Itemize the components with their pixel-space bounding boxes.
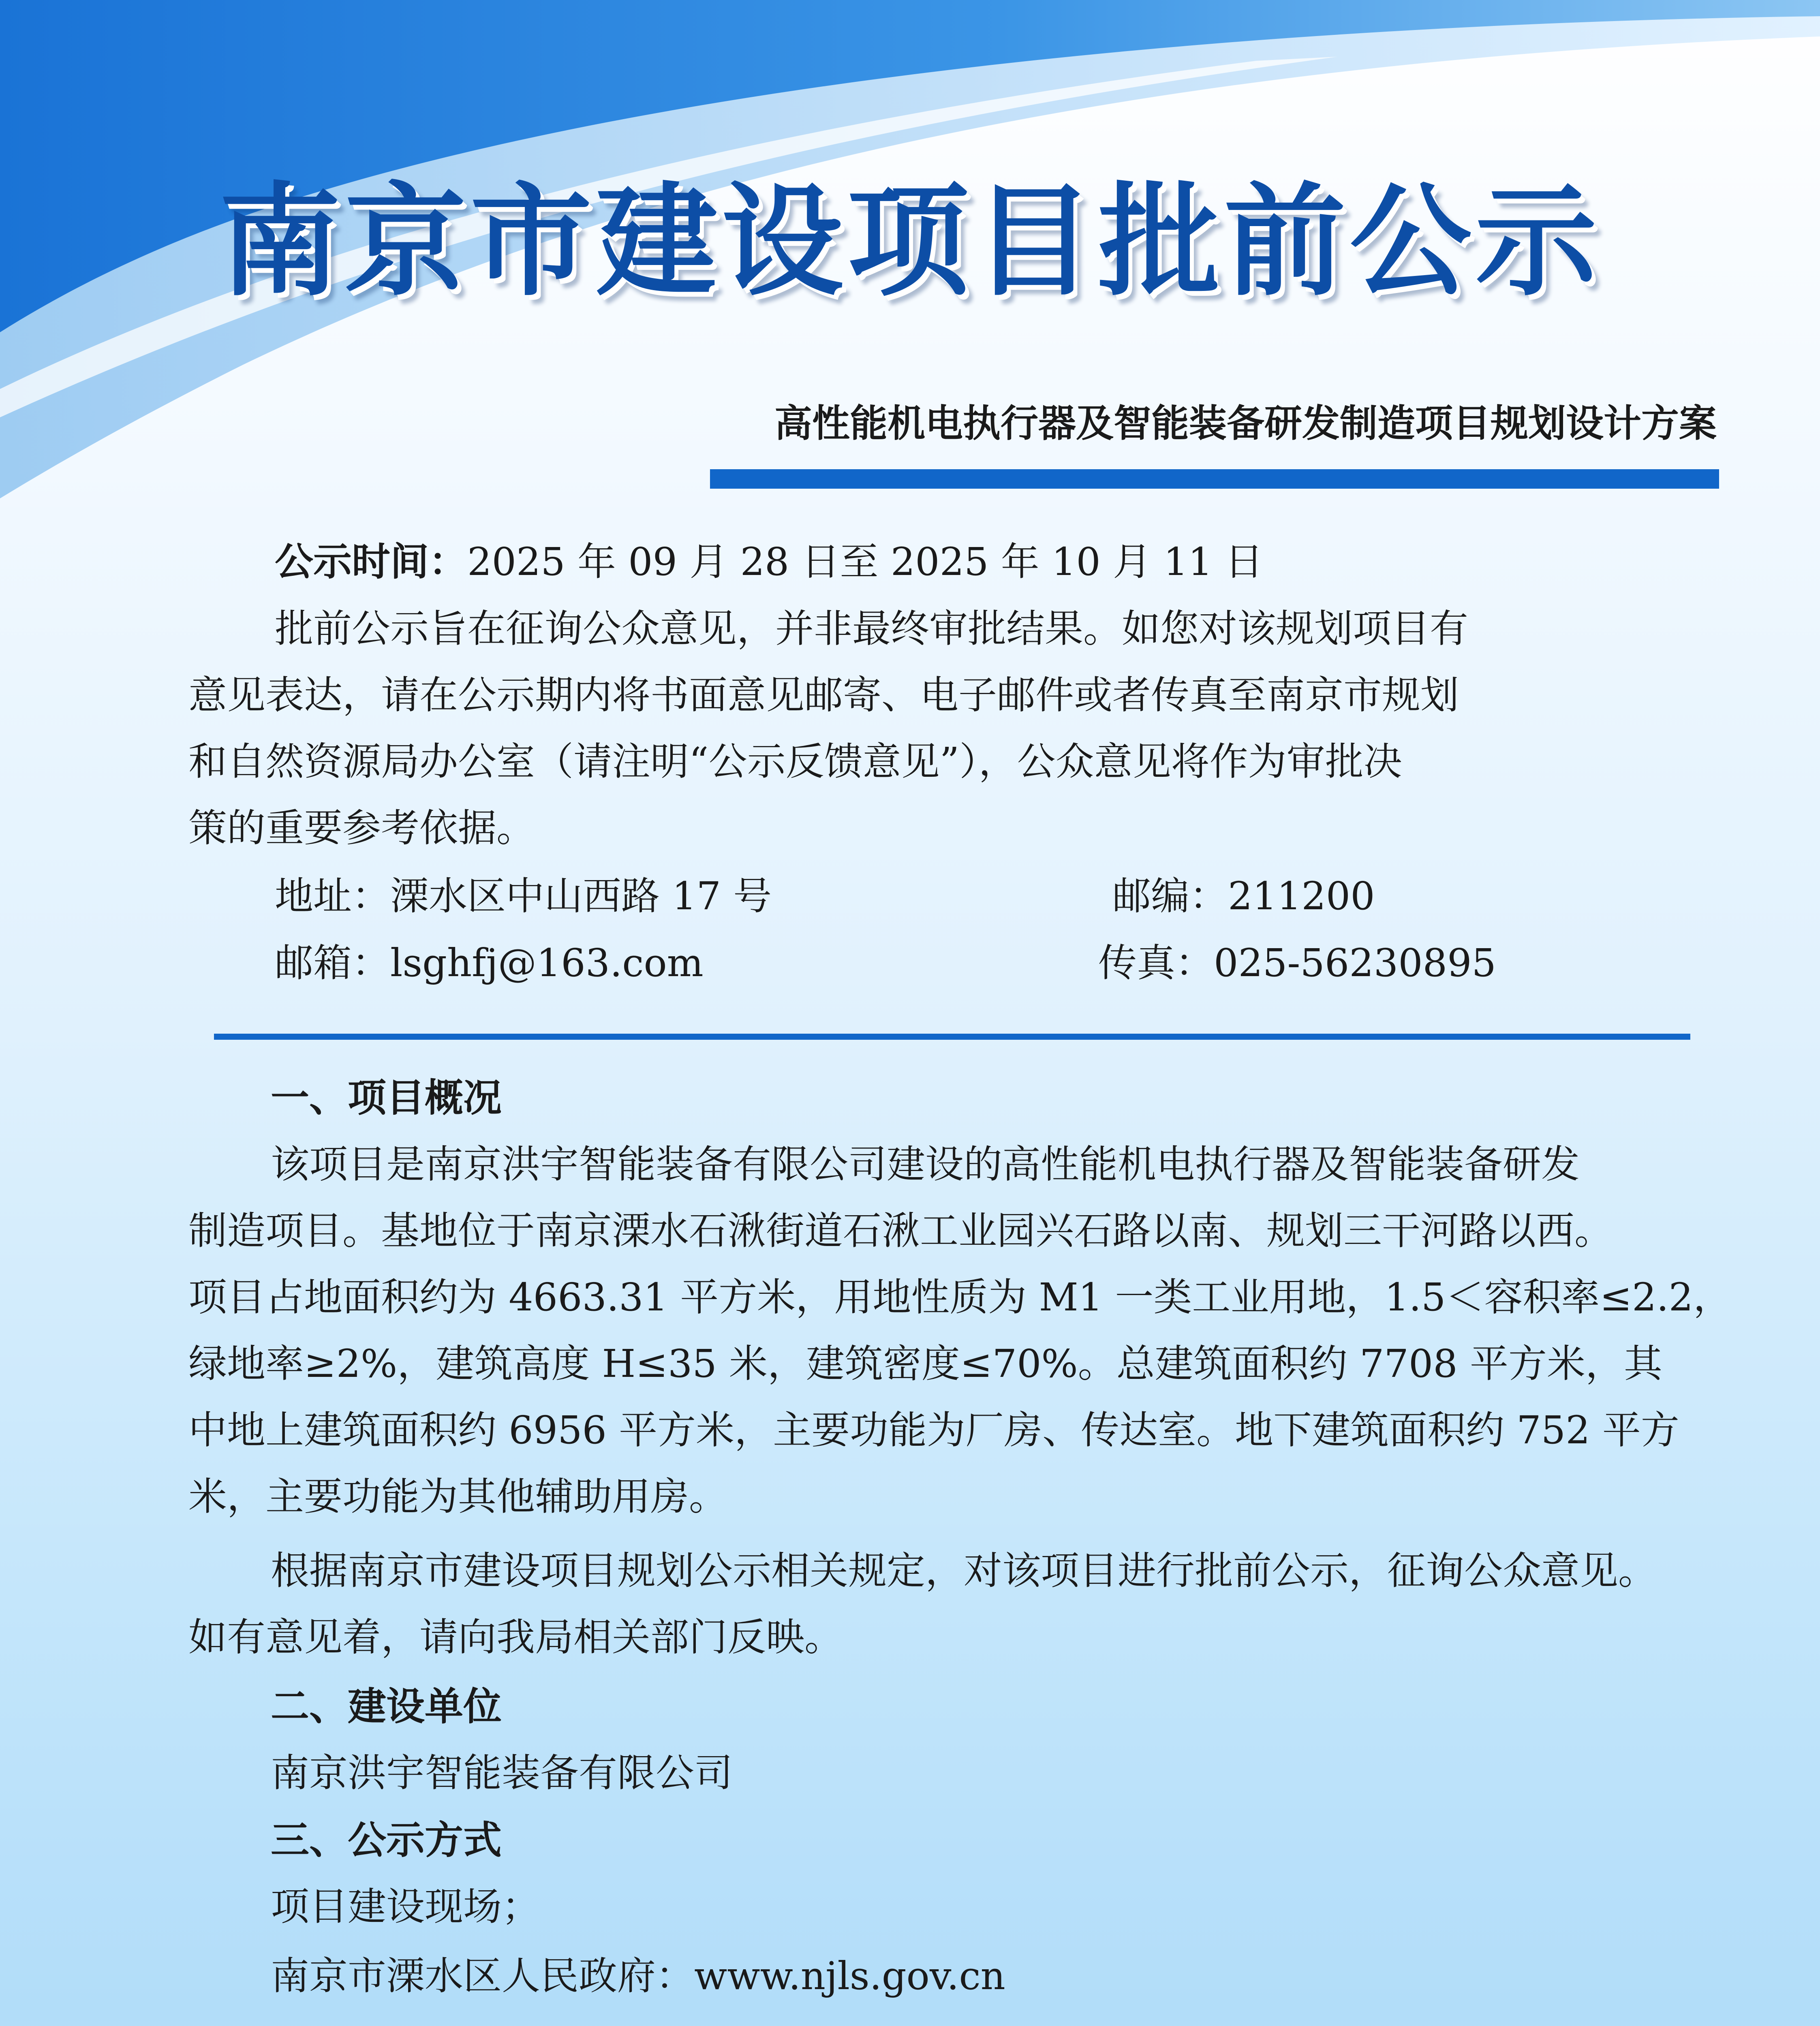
intro-line-2: 意见表达，请在公示期内将书面意见邮寄、电子邮件或者传真至南京市规划 [188,673,1459,718]
section1-para1-line-6: 米，主要功能为其他辅助用房。 [188,1475,728,1519]
section1-para1-line-5: 中地上建筑面积约 6956 平方米，主要功能为厂房、传达室。地下建筑面积约 752 平方 [188,1408,1679,1453]
project-subtitle: 高性能机电执行器及智能装备研发制造项目规划设计方案 [774,402,1717,445]
notice-time [275,529,1782,595]
section1-heading: 一、项目概况 [271,1076,502,1120]
contact-email[interactable]: 邮箱：lsghfj@163.com [275,941,704,985]
section1-para1-line-4: 绿地率≥2%，建筑高度 H≤35 米，建筑密度≤70%。总建筑面积约 7708 平方米，其 [188,1342,1662,1386]
contact-address: 地址：溧水区中山西路 17 号 [275,874,772,919]
section2-heading: 二、建设单位 [271,1684,502,1729]
notice-time-label: 公示时间： [275,540,468,584]
section3-item-1: 项目建设现场； [271,1885,541,1929]
intro-line-1: 批前公示旨在征询公众意见，并非最终审批结果。如您对该规划项目有 [275,607,1469,651]
section-divider [214,1034,1690,1040]
intro-line-3: 和自然资源局办公室（请注明“公示反馈意见”），公众意见将作为审批决 [188,739,1402,784]
page-title: 南京市建设项目批前公示 [219,169,1601,312]
section3-item-2[interactable]: 南京市溧水区人民政府：www.njls.gov.cn [271,1954,1005,1998]
section1-para2-line-2: 如有意见着，请向我局相关部门反映。 [188,1615,843,1660]
section1-para1-line-3: 项目占地面积约为 4663.31 平方米，用地性质为 M1 一类工业用地，1.5＜容积率≤2.2， [188,1275,1732,1320]
section1-para2-line-1: 根据南京市建设项目规划公示相关规定，对该项目进行批前公示，征询公众意见。 [271,1549,1657,1593]
contact-postcode: 邮编：211200 [1112,874,1375,919]
intro-line-4: 策的重要参考依据。 [188,806,535,851]
section1-para1-line-2: 制造项目。基地位于南京溧水石湫街道石湫工业园兴石路以南、规划三干河路以西。 [188,1209,1613,1253]
notice-time-value: 2025 年 09 月 28 日至 2025 年 10 月 11 日 [467,540,1264,584]
section2-content: 南京洪宇智能装备有限公司 [271,1751,733,1795]
subtitle-underline [710,469,1719,489]
contact-fax: 传真：025-56230895 [1098,941,1496,985]
section1-para1-line-1: 该项目是南京洪宇智能装备有限公司建设的高性能机电执行器及智能装备研发 [271,1142,1580,1187]
section3-heading: 三、公示方式 [271,1818,502,1863]
